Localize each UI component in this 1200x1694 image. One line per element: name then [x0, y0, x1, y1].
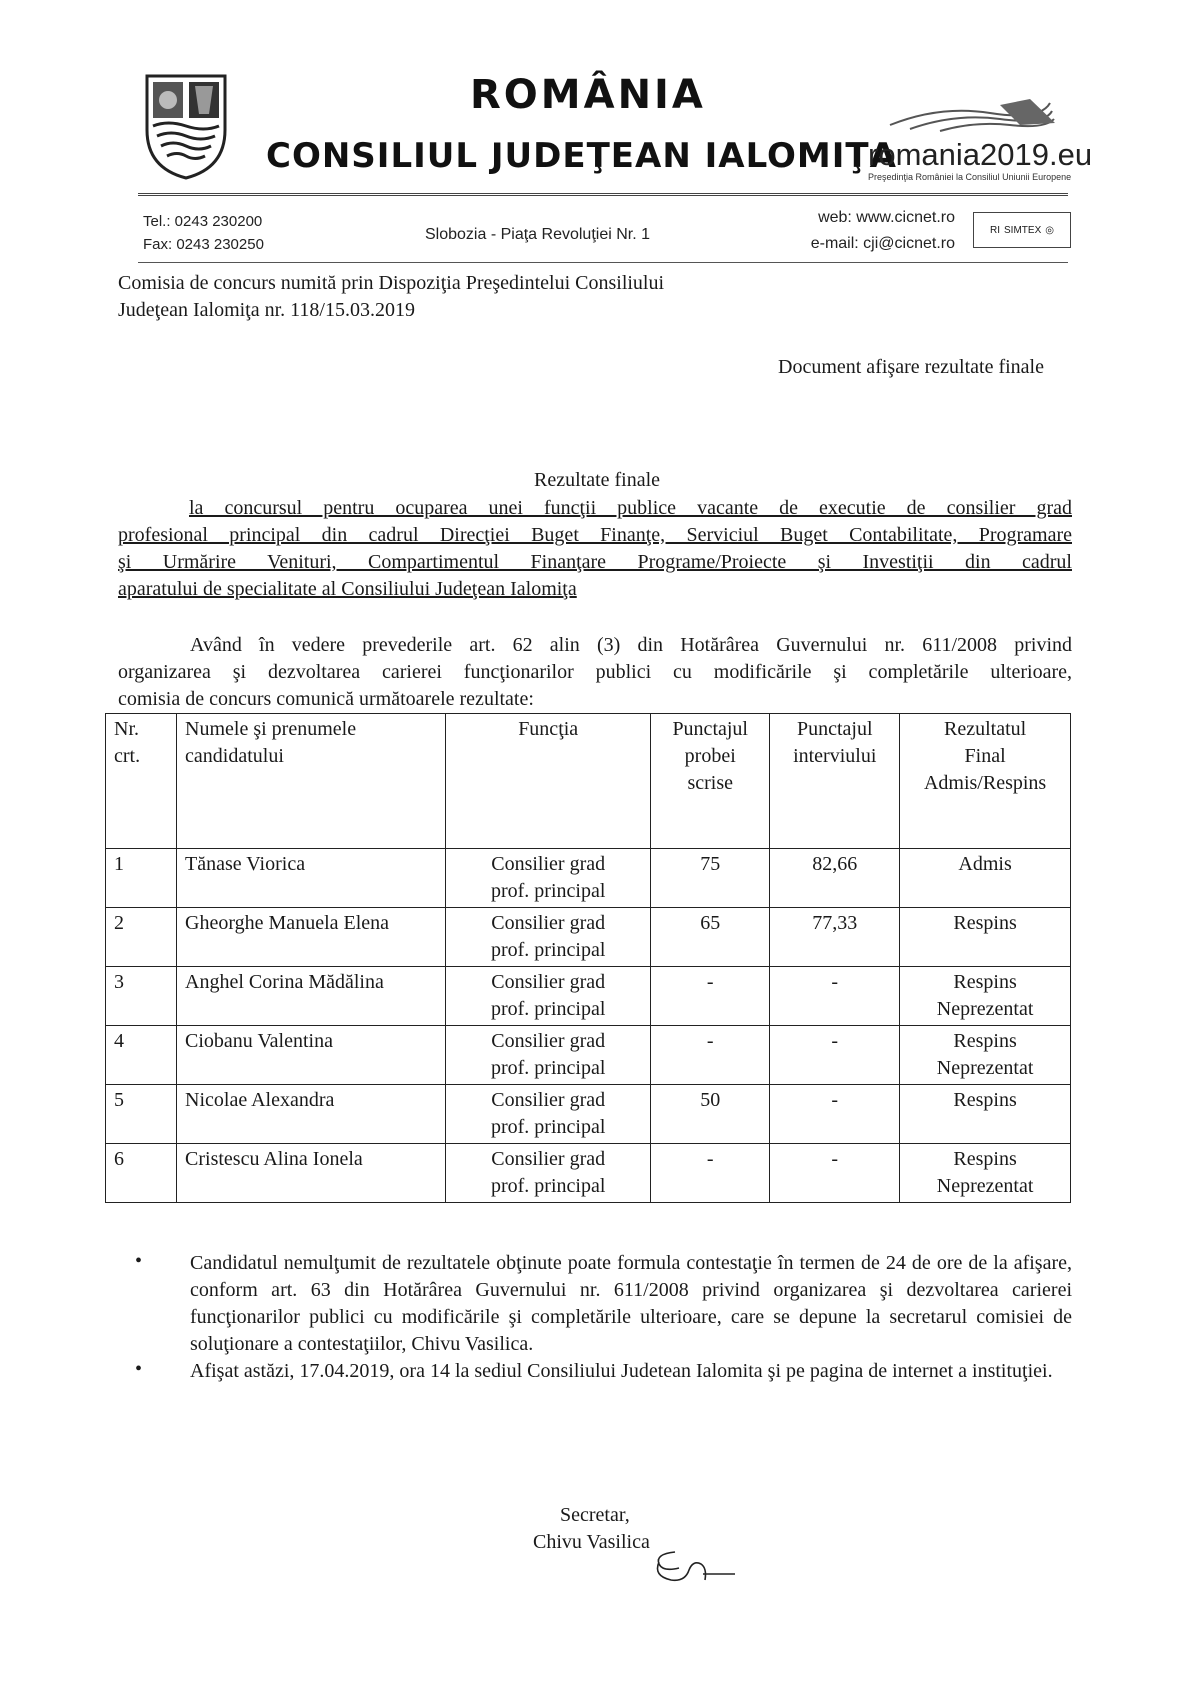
intro-line-1: Având în vedere prevederile art. 62 alin (3) din Hotărârea Guvernului nr. 611/2008 privind	[190, 634, 1072, 656]
header-final-result: Rezultatul Final Admis/Respins	[900, 714, 1071, 849]
country-title: ROMÂNIA	[470, 72, 706, 118]
cell-result: Respins	[900, 908, 1071, 967]
institution-title: CONSILIUL JUDEŢEAN IALOMIŢA	[266, 136, 897, 176]
cell-name: Nicolae Alexandra	[177, 1085, 446, 1144]
cell-function: Consilier grad prof. principal	[446, 1144, 651, 1203]
cell-result: Respins Neprezentat	[900, 967, 1071, 1026]
bullet-icon: •	[135, 1250, 143, 1272]
intro-line-2: organizarea şi dezvoltarea carierei funcţionarilor publici cu modificările şi completările ulterioare,	[118, 661, 1072, 683]
cert-circle-icon: ◎	[1045, 224, 1054, 236]
cell-nr: 1	[106, 849, 177, 908]
contact-email: e-mail: cji@cicnet.ro	[810, 235, 955, 252]
table-row	[106, 1144, 1071, 1203]
cell-function: Consilier grad prof. principal	[446, 1026, 651, 1085]
cell-function: Consilier grad prof. principal	[446, 849, 651, 908]
table-row	[106, 908, 1071, 967]
header-rule-top	[138, 193, 1068, 196]
heading-line-1: la concursul pentru ocuparea unei funcţii publice vacante de executie de consilier grad	[189, 497, 1072, 519]
contact-fax: Fax: 0243 230250	[143, 236, 264, 253]
cell-nr: 2	[106, 908, 177, 967]
table-header-row	[106, 714, 1071, 849]
cell-name: Cristescu Alina Ionela	[177, 1144, 446, 1203]
eu-presidency-flag-icon	[880, 95, 1060, 140]
cell-interview: -	[770, 1026, 900, 1085]
cell-name: Tănase Viorica	[177, 849, 446, 908]
cell-result: Respins	[900, 1085, 1071, 1144]
cell-nr: 3	[106, 967, 177, 1026]
cell-result: Admis	[900, 849, 1071, 908]
cell-interview: -	[770, 1144, 900, 1203]
commission-line-2: Judeţean Ialomiţa nr. 118/15.03.2019	[118, 299, 415, 321]
heading-title: Rezultate finale	[534, 469, 661, 491]
handwritten-signature-icon	[645, 1540, 740, 1590]
bullet-icon: •	[135, 1358, 143, 1380]
table-row	[106, 967, 1071, 1026]
intro-line-3: comisia de concurs comunică următoarele rezultate:	[118, 688, 534, 710]
table-row	[106, 1026, 1071, 1085]
campaign-logo-text: romania2019.eu	[868, 137, 1093, 172]
cell-name: Gheorghe Manuela Elena	[177, 908, 446, 967]
cell-written: 50	[651, 1085, 770, 1144]
cell-written: -	[651, 967, 770, 1026]
cell-interview: -	[770, 1085, 900, 1144]
cell-nr: 4	[106, 1026, 177, 1085]
cell-function: Consilier grad prof. principal	[446, 908, 651, 967]
header-nr: Nr. crt.	[106, 714, 177, 849]
document-type: Document afişare rezultate finale	[778, 356, 1044, 378]
signature-role: Secretar,	[560, 1504, 630, 1526]
cell-nr: 5	[106, 1085, 177, 1144]
results-table	[105, 713, 1071, 1203]
commission-line-1: Comisia de concurs numită prin Dispoziţia Preşedintelui Consiliului	[118, 272, 665, 294]
signature-name: Chivu Vasilica	[533, 1531, 650, 1553]
cert-mark-right: SIMTEX	[1004, 224, 1042, 236]
cert-mark-left: RI	[990, 224, 1001, 236]
cell-written: 65	[651, 908, 770, 967]
heading-line-2: profesional principal din cadrul Direcţiei Buget Finanţe, Serviciul Buget Contabilitate, Programare	[118, 524, 1072, 546]
cell-written: -	[651, 1144, 770, 1203]
cell-written: 75	[651, 849, 770, 908]
cell-result: Respins Neprezentat	[900, 1144, 1071, 1203]
cell-name: Anghel Corina Mădălina	[177, 967, 446, 1026]
heading-line-3: şi Urmărire Venituri, Compartimentul Finanţare Programe/Proiecte şi Investiţii din cadrul	[118, 551, 1072, 573]
cell-interview: 82,66	[770, 849, 900, 908]
header-rule-bottom	[138, 262, 1068, 263]
header-function: Funcţia	[446, 714, 651, 849]
cell-function: Consilier grad prof. principal	[446, 967, 651, 1026]
contact-address: Slobozia - Piaţa Revoluţiei Nr. 1	[425, 226, 650, 243]
cell-nr: 6	[106, 1144, 177, 1203]
cell-written: -	[651, 1026, 770, 1085]
county-crest-logo	[143, 72, 229, 182]
cell-interview: -	[770, 967, 900, 1026]
header-written-score: Punctajul probei scrise	[651, 714, 770, 849]
table-row	[106, 1085, 1071, 1144]
cell-name: Ciobanu Valentina	[177, 1026, 446, 1085]
heading-line-4: aparatului de specialitate al Consiliului Judeţean Ialomiţa	[118, 578, 577, 600]
campaign-subtitle: Preşedinţia României la Consiliul Uniunii Europene	[868, 172, 1072, 182]
certification-logo	[973, 212, 1071, 248]
header-name: Numele şi prenumele candidatului	[177, 714, 446, 849]
note-posted-date: Afişat astăzi, 17.04.2019, ora 14 la sediul Consiliului Judetean Ialomita şi pe pagina de internet a instituţiei.	[190, 1360, 1053, 1382]
contact-web: web: www.cicnet.ro	[818, 209, 955, 226]
note-contestation: Candidatul nemulţumit de rezultatele obţinute poate formula contestaţie în termen de 24 de ore de la afişare, conform art. 63 din Hotărârea Guvernului nr. 611/2008 privind organizarea şi dezvoltarea carierei funcţionarilor publici cu modificările şi completările ulterioare, care se depune la secretarul comisiei de soluţionare a contestaţiilor, Chivu Vasilica.	[190, 1252, 1072, 1355]
contact-tel: Tel.: 0243 230200	[143, 213, 263, 230]
cell-interview: 77,33	[770, 908, 900, 967]
cell-result: Respins Neprezentat	[900, 1026, 1071, 1085]
cell-function: Consilier grad prof. principal	[446, 1085, 651, 1144]
header-interview-score: Punctajul interviului	[770, 714, 900, 849]
table-row	[106, 849, 1071, 908]
